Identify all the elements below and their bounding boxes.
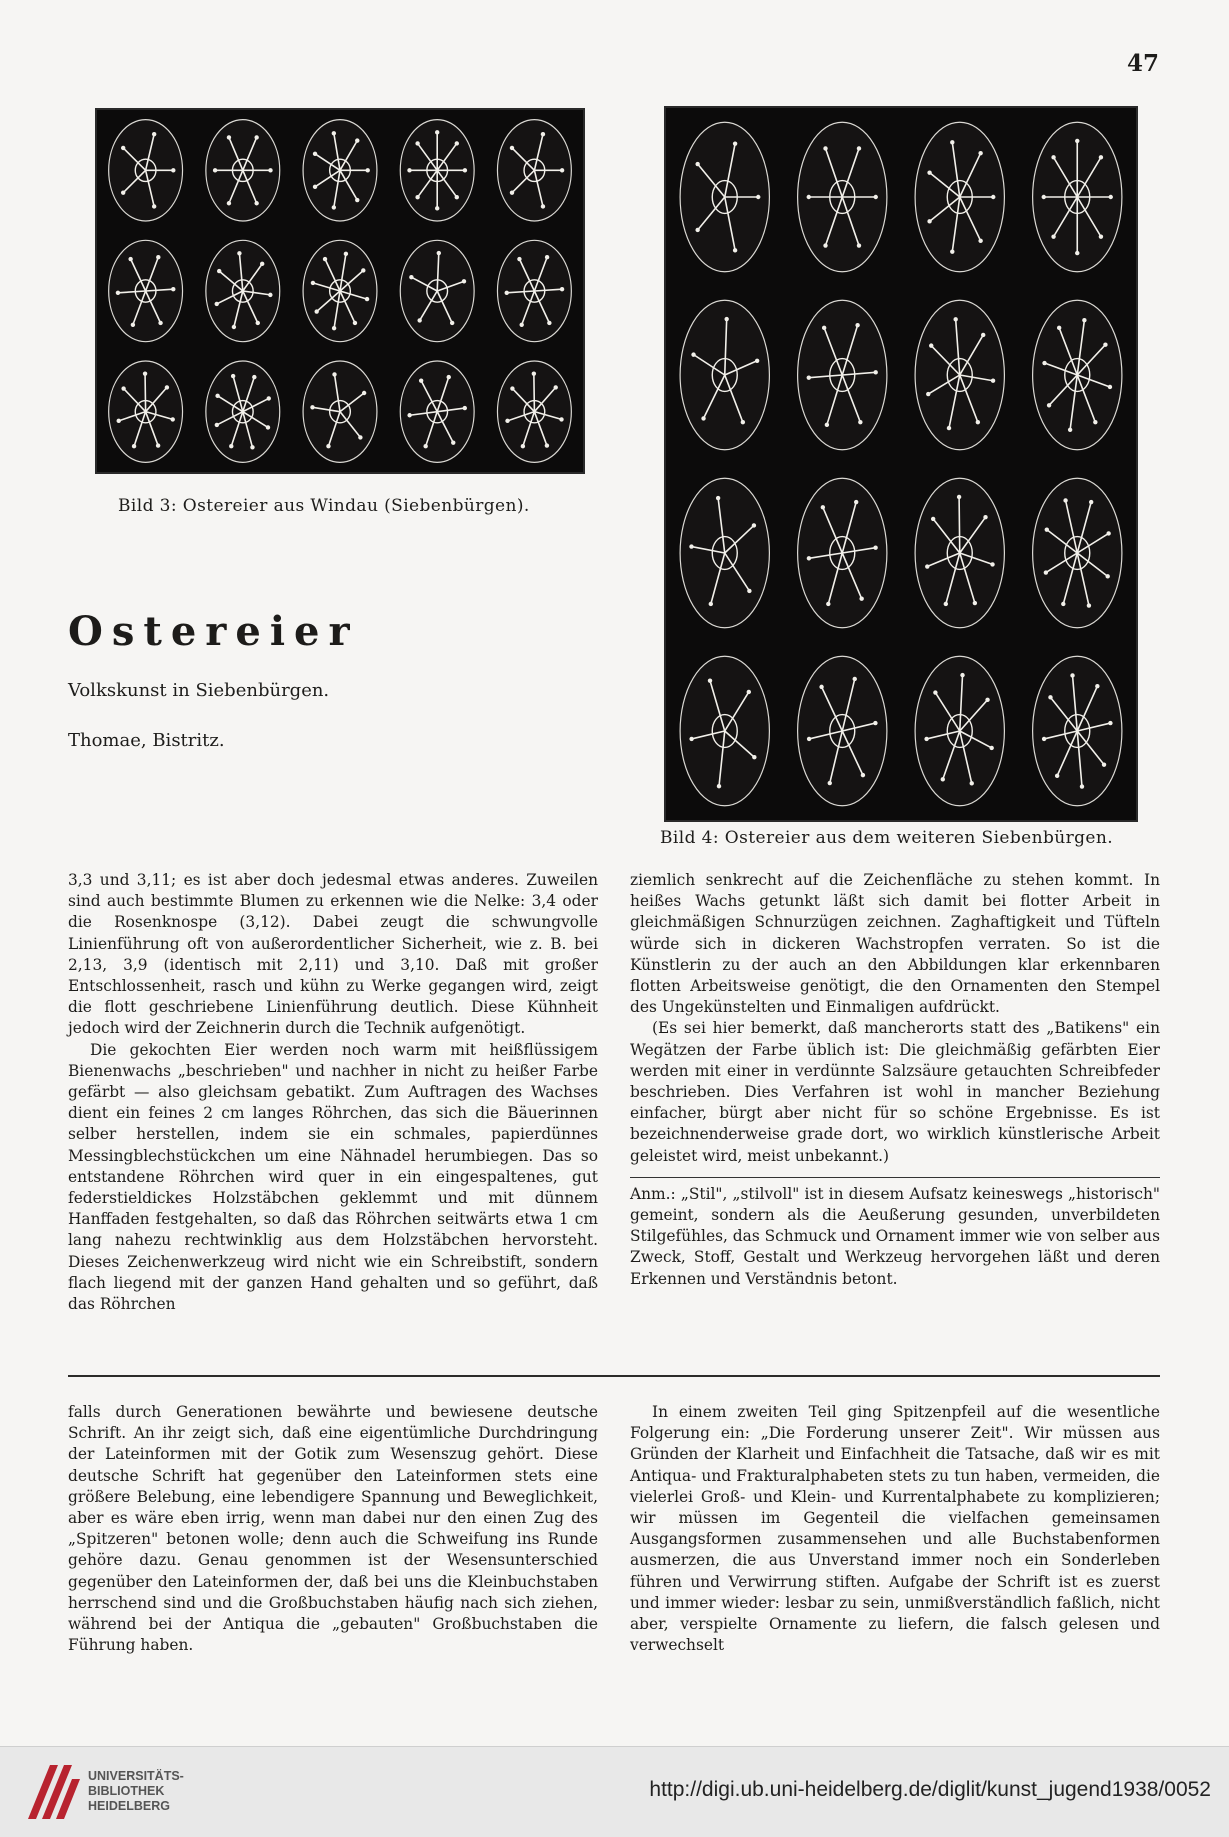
- decorated-egg: [206, 120, 280, 221]
- paragraph: (Es sei hier bemerkt, daß mancherorts statt des „Batikens" ein Wegätzen der Farbe üblich ist: Die gleichmäßig gefärbten Eier werden mit einer in verdünnte Salzsäure getauchten Schreibfeder beschrieben. Dies Verfahren ist wohl in mancher Beziehung einfacher, bürgt aber nicht für so schöne Ergebnisse. Es ist bezeichnenderweise grade dort, wo wirklich künstlerische Arbeit geleistet wird, meist unbekannt.): [630, 1019, 1160, 1165]
- easter-eggs-transylvania-image: [666, 108, 1136, 820]
- lower-column-left: [68, 1402, 598, 1656]
- decorated-egg: [303, 120, 377, 221]
- decorated-egg: [798, 478, 887, 628]
- university-library-logo-icon[interactable]: [28, 1765, 80, 1819]
- decorated-egg: [1033, 122, 1122, 272]
- decorated-egg: [915, 122, 1004, 272]
- decorated-egg: [680, 122, 769, 272]
- paragraph: Die gekochten Eier werden noch warm mit heißflüssigem Bienenwachs „beschrieben" und nachher in nicht zu heißer Farbe gefärbt — also gleichsam gebatikt. Zum Auftragen des Wachses dient ein feines 2 cm langes Röhrchen, das sich die Bäuerinnen selber herstellen, indem sie ein schmales, papierdünnes Messingblechstückchen um eine Nähnadel herumbiegen. Das so entstandene Röhrchen wird quer in ein eingespaltenes, gut federstieldickes Holzstäbchen geklemmt und mit dünnem Hanffaden festgehalten, so daß das Röhrchen seitwärts etwa 1 cm lang nahezu rechtwinklig aus dem Holzstäbchen hervorsteht. Dieses Zeichenwerkzeug wird nicht wie ein Schreibstift, sondern flach liegend mit der ganzen Hand gehalten und so geführt, daß das Röhrchen: [68, 1040, 598, 1314]
- decorated-egg: [109, 240, 183, 341]
- decorated-egg: [400, 361, 474, 462]
- decorated-egg: [497, 361, 571, 462]
- paragraph: falls durch Generationen bewährte und bewiesene deutsche Schrift. An ihr zeigt sich, daß eine eigentümliche Durchdringung der Lateinformen mit der Gotik zum Wesenszug gehört. Diese deutsche Schrift hat gegenüber den Lateinformen stets eine größere Belebung, eine lebendigere Spannung und Beweglichkeit, aber es wäre eben irrig, wenn man dabei nur den einen Zug des „Spitzeren" betonen wolle; denn auch die Schweifung ins Runde gehöre dazu. Genau genommen ist der Wesensunterschied gegenüber den Lateinformen der, daß bei uns die Kleinbuchstaben herrschend sind und die Großbuchstaben häufig nach sich ziehen, während bei der Antiqua die „gebauten" Großbuchstaben die Führung haben.: [68, 1403, 598, 1655]
- decorated-egg: [206, 361, 280, 462]
- decorated-egg: [1033, 478, 1122, 628]
- figure-4-photo: [664, 106, 1138, 822]
- decorated-egg: [915, 300, 1004, 450]
- decorated-egg: [915, 478, 1004, 628]
- page-number: 47: [1126, 50, 1159, 77]
- library-footer: [0, 1746, 1229, 1837]
- decorated-egg: [303, 240, 377, 341]
- library-name[interactable]: [88, 1769, 184, 1814]
- decorated-egg: [109, 120, 183, 221]
- library-name-line: UNIVERSITÄTS-: [88, 1769, 184, 1783]
- figure-4-caption: Bild 4: Ostereier aus dem weiteren Siebenbürgen.: [660, 828, 1114, 848]
- article-column-left: [68, 870, 598, 1315]
- paragraph: 3,3 und 3,11; es ist aber doch jedesmal etwas anderes. Zuweilen sind auch bestimmte Blumen zu erkennen wie die Nelke: 3,4 oder die Rosenknospe (3,12). Dabei zeugt die schwungvolle Linienführung oft von außerordentlicher Sicherheit, wie z. B. bei 2,13, 3,9 (identisch mit 2,11) und 3,10. Daß mit großer Entschlossenheit, rasch und kühn zu Werke gegangen wird, zeigt die flott geschriebene Linienführung deutlich. Diese Kühnheit jedoch wird der Zeichnerin durch die Technik aufgenötigt.: [68, 871, 598, 1038]
- lower-column-right: [630, 1402, 1160, 1656]
- footnote: Anm.: „Stil", „stilvoll" ist in diesem Aufsatz keineswegs „historisch" gemeint, sondern als die Aeußerung gesunden, unverbildeten Stilgefühles, das Schmuck und Ornament immer wie von selber aus Zweck, Stoff, Gestalt und Werkzeug hervorgehen läßt und deren Erkennen und Verständnis betont.: [630, 1177, 1160, 1290]
- figure-3-photo: [95, 108, 585, 474]
- easter-eggs-windau-image: [97, 110, 583, 472]
- decorated-egg: [680, 300, 769, 450]
- decorated-egg: [497, 120, 571, 221]
- article-column-right: [630, 870, 1160, 1290]
- permalink-url[interactable]: http://digi.ub.uni-heidelberg.de/diglit/kunst_jugend1938/0052: [649, 1778, 1211, 1801]
- article-author: Thomae, Bistritz.: [68, 730, 225, 751]
- paragraph: ziemlich senkrecht auf die Zeichenfläche zu stehen kommt. In heißes Wachs getunkt läßt sich damit bei flotter Arbeit in gleichmäßigen Schnurzügen zeichnen. Zaghaftigkeit und Tüfteln würde sich in dickeren Wachstropfen verraten. So ist die Künstlerin zu der auch an den Abbildungen klar erkennbaren flotten Arbeitsweise genötigt, die den Ornamenten den Stempel des Ungekünstelten und Einmaligen aufdrückt.: [630, 871, 1160, 1017]
- decorated-egg: [1033, 656, 1122, 806]
- decorated-egg: [400, 120, 474, 221]
- decorated-egg: [680, 656, 769, 806]
- paragraph: In einem zweiten Teil ging Spitzenpfeil auf die wesentliche Folgerung ein: „Die Forderung unserer Zeit". Wir müssen aus Gründen der Klarheit und Einfachheit die Tatsache, daß wir es mit Antiqua- und Frakturalphabeten stets zu tun haben, vermeiden, die vielerlei Groß- und Klein- und Kurrentalphabete zu komplizieren; wir müssen im Gegenteil die vielfachen gemeinsamen Ausgangsformen zusammensehen und alle Buchstabenformen ausmerzen, die aus Unverstand immer noch ein Sonderleben führen und Verwirrung stiften. Aufgabe der Schrift ist es zuerst und immer wieder: lesbar zu sein, unmißverständlich faßlich, nicht aber, verspielte Ornamente zu liefern, die falsch gelesen und verwechselt: [630, 1403, 1160, 1655]
- decorated-egg: [1033, 300, 1122, 450]
- library-name-line: BIBLIOTHEK: [88, 1784, 165, 1798]
- article-subtitle: Volkskunst in Siebenbürgen.: [68, 680, 330, 701]
- decorated-egg: [798, 656, 887, 806]
- decorated-egg: [109, 361, 183, 462]
- decorated-egg: [680, 478, 769, 628]
- decorated-egg: [303, 361, 377, 462]
- article-title: Ostereier: [68, 608, 359, 655]
- decorated-egg: [400, 240, 474, 341]
- decorated-egg: [206, 240, 280, 341]
- decorated-egg: [497, 240, 571, 341]
- decorated-egg: [798, 300, 887, 450]
- figure-3-caption: Bild 3: Ostereier aus Windau (Siebenbürgen).: [118, 496, 530, 516]
- decorated-egg: [798, 122, 887, 272]
- section-divider: [68, 1375, 1160, 1377]
- decorated-egg: [915, 656, 1004, 806]
- library-name-line: HEIDELBERG: [88, 1799, 170, 1813]
